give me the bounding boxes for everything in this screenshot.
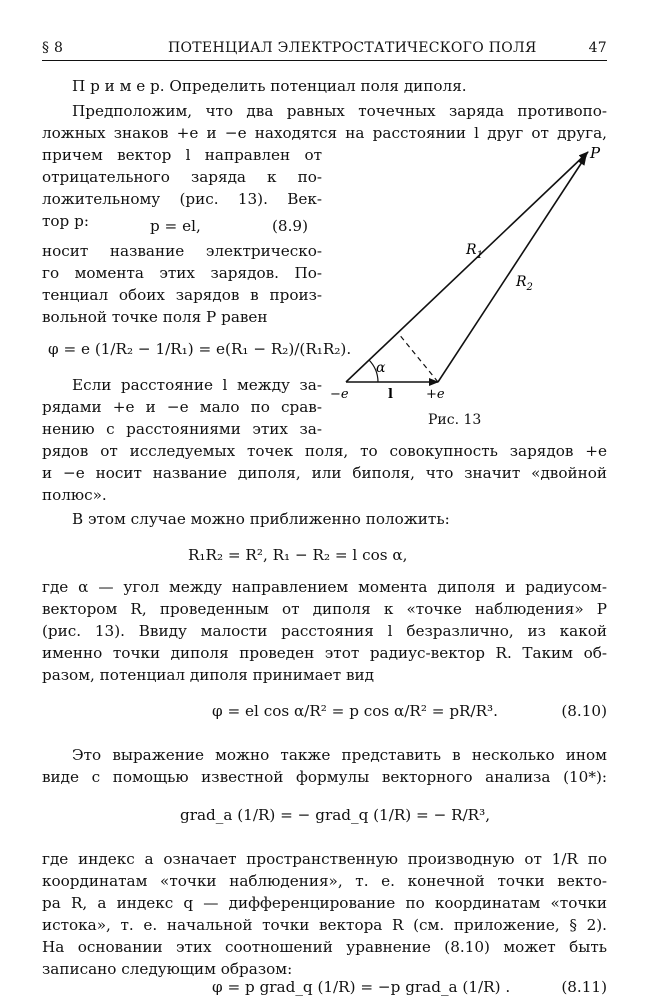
minus-e-label: −e [330,387,349,402]
text-line: ложительному (рис. 13). Век- [42,190,322,208]
vector-r1 [346,152,588,382]
figure-caption: Рис. 13 [428,412,482,428]
section-number: § 8 [42,40,64,56]
approximation-formula: R₁R₂ = R², R₁ − R₂ = l cos α, [188,546,408,564]
text-line: где индекс a означает пространственную производную от 1/R по [42,850,607,868]
text-line: и −e носит название диполя, или биполя, что значит «двойной [42,464,607,482]
text-line: рядов от исследуемых точек поля, то совокупность зарядов +e [42,442,607,460]
text-line: На основании этих соотношений уравнение (8.10) может быть [42,938,607,956]
text-line: П р и м е р. Определить потенциал поля диполя. [72,77,467,95]
text-line: вектором R, проведенным от диполя к «точке наблюдения» P [42,600,607,618]
text-line: именно точки диполя проведен этот радиус-вектор R. Таким об- [42,644,607,662]
projection-dashed-line [398,333,438,382]
text-line: Это выражение можно также представить в несколько ином [72,746,607,764]
text-line: полюс». [42,486,107,504]
text-line: ра R, а индекс q — дифференцирование по координатам «точки [42,894,607,912]
text-line: Если расстояние l между за- [72,376,322,394]
page-number: 47 [588,40,607,56]
text-line: записано следующим образом: [42,960,293,978]
text-line: В этом случае можно приближенно положить: [72,510,450,528]
text-line: отрицательного заряда к по- [42,168,322,186]
equation-8-10: φ = el cos α/R² = p cos α/R² = pR/R³. [212,702,498,720]
text-line: тенциал обоих зарядов в произ- [42,286,322,304]
equation-8-11: φ = p grad_q (1/R) = −p grad_a (1/R) . [212,978,511,996]
plus-e-label: +e [426,387,445,402]
r1-label: $R_1$ [466,242,483,261]
text-line: координатам «точки наблюдения», т. е. конечной точки векто- [42,872,607,890]
vector-r2 [438,156,586,382]
text-line: рядами +e и −e мало по срав- [42,398,322,416]
equation-8-9: p = el, [150,217,201,235]
text-line: (рис. 13). Ввиду малости расстояния l безразлично, из какой [42,622,607,640]
text-line: тор p: [42,212,89,230]
text-line: разом, потенциал диполя принимает вид [42,666,374,684]
text-line: ложных знаков +e и −e находятся на расстоянии l друг от друга, [42,124,607,142]
l-label: l [388,387,393,402]
r2-label: $R_2$ [516,274,533,293]
alpha-label: α [376,360,386,376]
equation-number: (8.11) [561,978,607,996]
gradient-formula: grad_a (1/R) = − grad_q (1/R) = − R/R³, [180,806,491,824]
text-line: где α — угол между направлением момента диполя и радиусом- [42,578,607,596]
running-title: ПОТЕНЦИАЛ ЭЛЕКТРОСТАТИЧЕСКОГО ПОЛЯ [168,40,537,56]
text-line: причем вектор l направлен от [42,146,322,164]
text-line: Предположим, что два равных точечных заряда противопо- [72,102,607,120]
text-line: истока», т. е. начальной точки вектора R (см. приложение, § 2). [42,916,607,934]
point-p-label: P [590,144,601,162]
text-line: нению с расстояниями этих за- [42,420,322,438]
text-line: виде с помощью известной формулы векторного анализа (10*): [42,768,607,786]
equation-number: (8.10) [561,702,607,720]
header-rule [42,60,607,61]
text-line: вольной точке поля P равен [42,308,268,326]
potential-formula: φ = e (1/R₂ − 1/R₁) = e(R₁ − R₂)/(R₁R₂). [48,340,352,358]
equation-number: (8.9) [272,217,309,235]
text-line: носит название электрическо- [42,242,322,260]
figure-13-diagram [330,140,620,410]
text-line: го момента этих зарядов. По- [42,264,322,282]
